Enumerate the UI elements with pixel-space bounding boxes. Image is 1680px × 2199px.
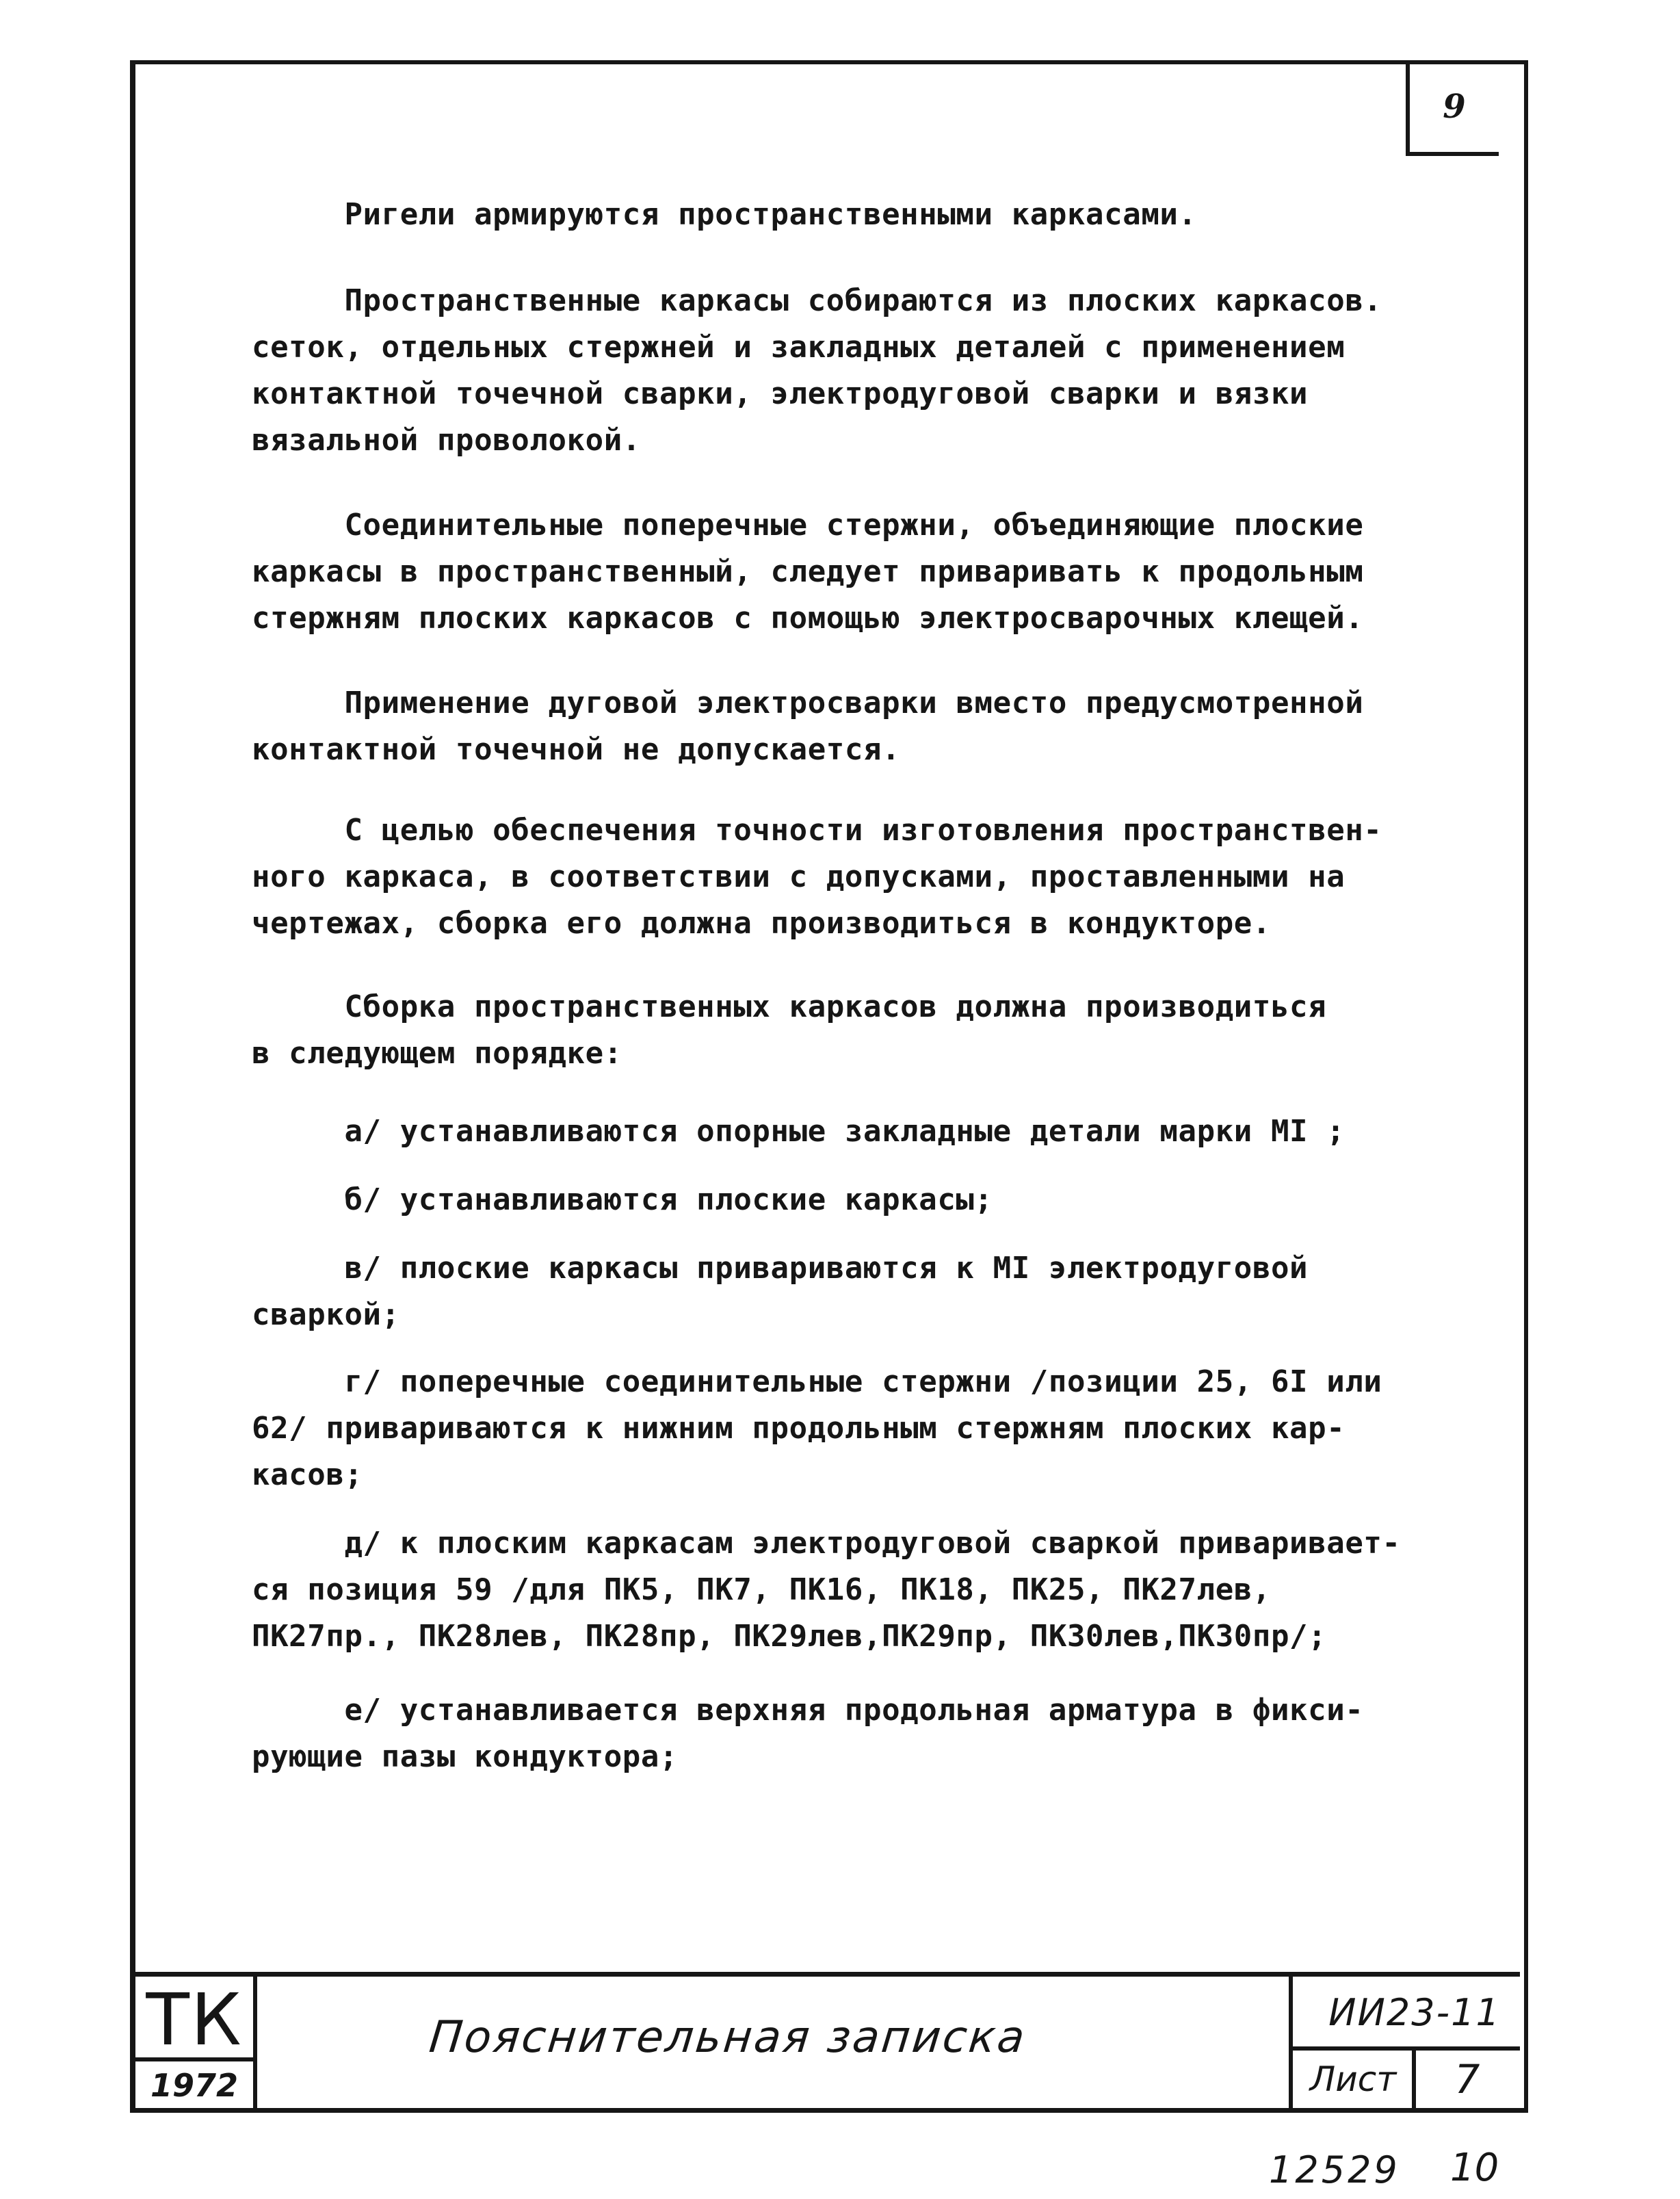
- text-line: сваркой;: [252, 1297, 400, 1332]
- list-item: [252, 1520, 1483, 1660]
- text-line: д/ к плоским каркасам электродуговой сваркой приваривает-: [252, 1526, 1401, 1561]
- text-line: Соединительные поперечные стержни, объединяющие плоские: [252, 508, 1364, 543]
- paragraph: [252, 278, 1483, 464]
- text-line: рующие пазы кондуктора;: [252, 1739, 679, 1774]
- text-line: сеток, отдельных стержней и закладных деталей с применением: [252, 330, 1346, 365]
- text-line: стержням плоских каркасов с помощью электросварочных клещей.: [252, 601, 1364, 636]
- sheet-label: Лист: [1309, 2059, 1397, 2099]
- text-line: контактной точечной сварки, электродуговой сварки и вязки: [252, 376, 1309, 411]
- title-block-divider: [1289, 2046, 1520, 2051]
- text-line: а/ устанавливаются опорные закладные детали марки МI ;: [252, 1114, 1346, 1149]
- text-line: 62/ привариваются к нижним продольным стержням плоских кар-: [252, 1411, 1346, 1446]
- paragraph: [252, 502, 1483, 642]
- text-line: вязальной проволокой.: [252, 423, 641, 458]
- text-line: г/ поперечные соединительные стержни /позиции 25, 6I или: [252, 1364, 1382, 1399]
- text-line: ся позиция 59 /для ПК5, ПК7, ПК16, ПК18, ПК25, ПК27лев,: [252, 1572, 1271, 1607]
- tk-logo: ТК: [146, 1978, 243, 2061]
- document-code: ИИ23-11: [1328, 1990, 1501, 2034]
- title-block: [135, 1972, 1520, 2109]
- text-line: в/ плоские каркасы привариваются к МI электродуговой: [252, 1251, 1309, 1286]
- text-line: Применение дуговой электросварки вместо предусмотренной: [252, 686, 1364, 720]
- text-line: чертежах, сборка его должна производиться в кондукторе.: [252, 906, 1271, 941]
- paragraph: [252, 984, 1483, 1077]
- text-line: Пространственные каркасы собираются из плоских каркасов.: [252, 283, 1382, 318]
- text-line: касов;: [252, 1457, 363, 1492]
- text-line: ного каркаса, в соответствии с допусками, проставленными на: [252, 859, 1346, 894]
- text-line: контактной точечной не допускается.: [252, 732, 901, 767]
- sheet-number: 7: [1454, 2056, 1480, 2103]
- list-item: [252, 1108, 1483, 1155]
- text-line: каркасы в пространственный, следует приваривать к продольным: [252, 554, 1364, 589]
- text-line: С целью обеспечения точности изготовления пространствен-: [252, 813, 1382, 848]
- paragraph: [252, 680, 1483, 773]
- text-line: е/ устанавливается верхняя продольная арматура в фикси-: [252, 1693, 1364, 1728]
- list-item: [252, 1687, 1483, 1780]
- text-line: ПК27пр., ПК28лев, ПК28пр, ПК29лев,ПК29пр, ПК30лев,ПК30пр/;: [252, 1619, 1327, 1654]
- text-line: в следующем порядке:: [252, 1036, 622, 1071]
- list-item: [252, 1177, 1483, 1223]
- title-block-divider: [253, 1977, 257, 2109]
- text-line: Сборка пространственных каркасов должна производиться: [252, 989, 1327, 1024]
- paragraph: [252, 807, 1483, 947]
- paragraph: [252, 192, 1483, 238]
- list-item: [252, 1245, 1483, 1338]
- tk-year: 1972: [150, 2067, 239, 2104]
- text-line: Ригели армируются пространственными каркасами.: [252, 197, 1197, 232]
- text-line: б/ устанавливаются плоские каркасы;: [252, 1182, 993, 1217]
- archive-number: 12529: [1269, 2148, 1400, 2191]
- list-item: [252, 1359, 1483, 1498]
- page-number: 9: [1406, 62, 1499, 156]
- document-title: Пояснительная записка: [427, 2012, 1029, 2063]
- archive-sheet-number: 10: [1450, 2146, 1499, 2190]
